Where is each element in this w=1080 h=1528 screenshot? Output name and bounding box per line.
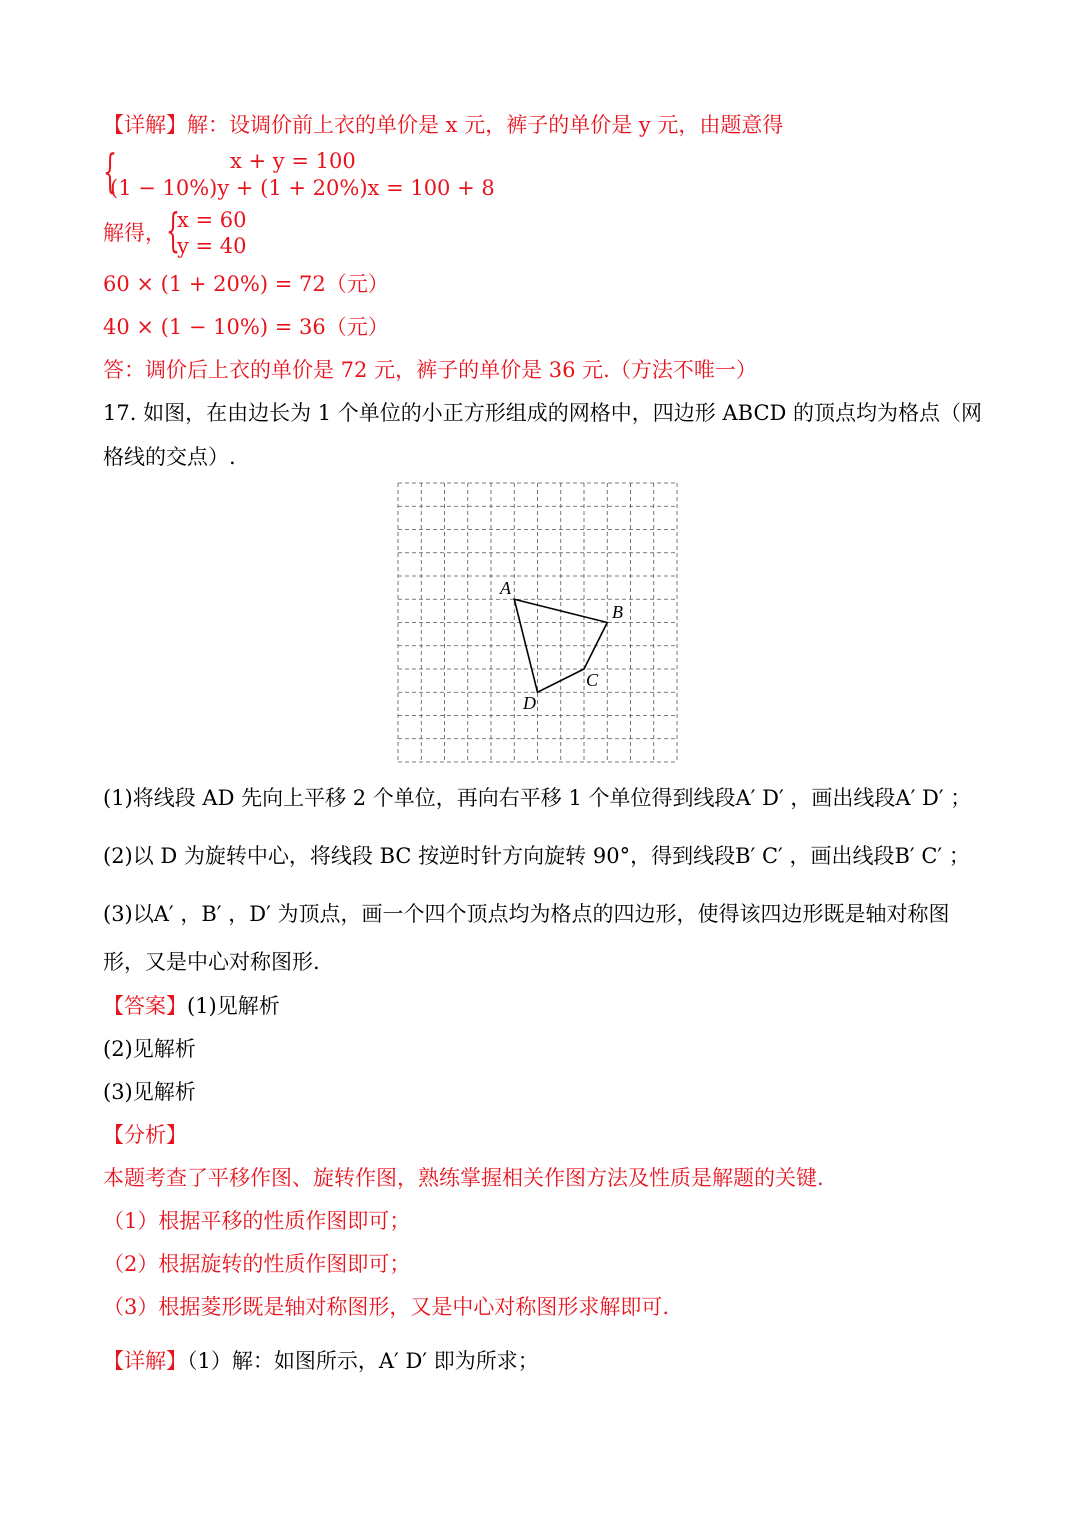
answer-2: (2)见解析	[103, 1037, 196, 1061]
question-3-line-1: (3)以A′ ，B′ ，D′ 为顶点，画一个四个顶点均为格点的四边形，使得该四边形既是轴对称图	[103, 902, 950, 926]
grid-lines	[398, 483, 677, 762]
question-3-line-2: 形，又是中心对称图形.	[103, 950, 320, 974]
equation-2: (1 − 10%)y + (1 + 20%)x = 100 + 8	[110, 176, 495, 200]
answer-line: 答：调价后上衣的单价是 72 元，裤子的单价是 36 元.（方法不唯一）	[103, 358, 757, 382]
equation-1: x + y = 100	[230, 149, 356, 173]
label-c: C	[586, 670, 599, 690]
question-1: (1)将线段 AD 先向上平移 2 个单位，再向右平移 1 个单位得到线段A′ D′ ，画出线段A′ D′ ；	[103, 786, 972, 810]
problem-17-stem-line-2: 格线的交点）.	[103, 445, 236, 469]
solution-y: y = 40	[177, 234, 247, 258]
equation-system-brace: {	[103, 146, 117, 200]
analysis-line-2: （1）根据平移的性质作图即可；	[103, 1209, 411, 1233]
analysis-tag: 【分析】	[103, 1123, 187, 1147]
label-a: A	[500, 578, 511, 598]
solution-x: x = 60	[177, 208, 247, 232]
detail-text: （1）解：如图所示，A′ D′ 即为所求；	[187, 1349, 539, 1373]
answer-tag: 【答案】	[103, 994, 187, 1018]
calc-line-2: 40 × (1 − 10%) = 36（元）	[103, 315, 389, 339]
answer-3: (3)见解析	[103, 1080, 196, 1104]
solve-prefix: 解得，	[103, 221, 166, 245]
analysis-line-1: 本题考查了平移作图、旋转作图，熟练掌握相关作图方法及性质是解题的关键.	[103, 1166, 824, 1190]
label-d: D	[523, 693, 536, 713]
analysis-line-3: （2）根据旋转的性质作图即可；	[103, 1252, 411, 1276]
solution-system-brace: {	[166, 205, 180, 259]
answer-block-line-1	[103, 993, 280, 1019]
question-2: (2)以 D 为旋转中心，将线段 BC 按逆时针方向旋转 90°，得到线段B′ C′ ，画出线段B′ C′ ；	[103, 844, 970, 868]
detail-block	[103, 1348, 539, 1374]
label-b: B	[612, 602, 623, 622]
detail-tag: 【详解】	[103, 1349, 187, 1373]
answer-1: (1)见解析	[187, 994, 280, 1018]
solution-header: 【详解】解：设调价前上衣的单价是 x 元，裤子的单价是 y 元，由题意得	[103, 113, 784, 137]
analysis-line-4: （3）根据菱形既是轴对称图形，又是中心对称图形求解即可.	[103, 1295, 670, 1319]
grid-figure	[396, 481, 684, 765]
problem-17-stem-line-1: 17. 如图，在由边长为 1 个单位的小正方形组成的网格中，四边形 ABCD 的顶点均为格点（网	[103, 401, 983, 425]
calc-line-1: 60 × (1 + 20%) = 72（元）	[103, 272, 389, 296]
